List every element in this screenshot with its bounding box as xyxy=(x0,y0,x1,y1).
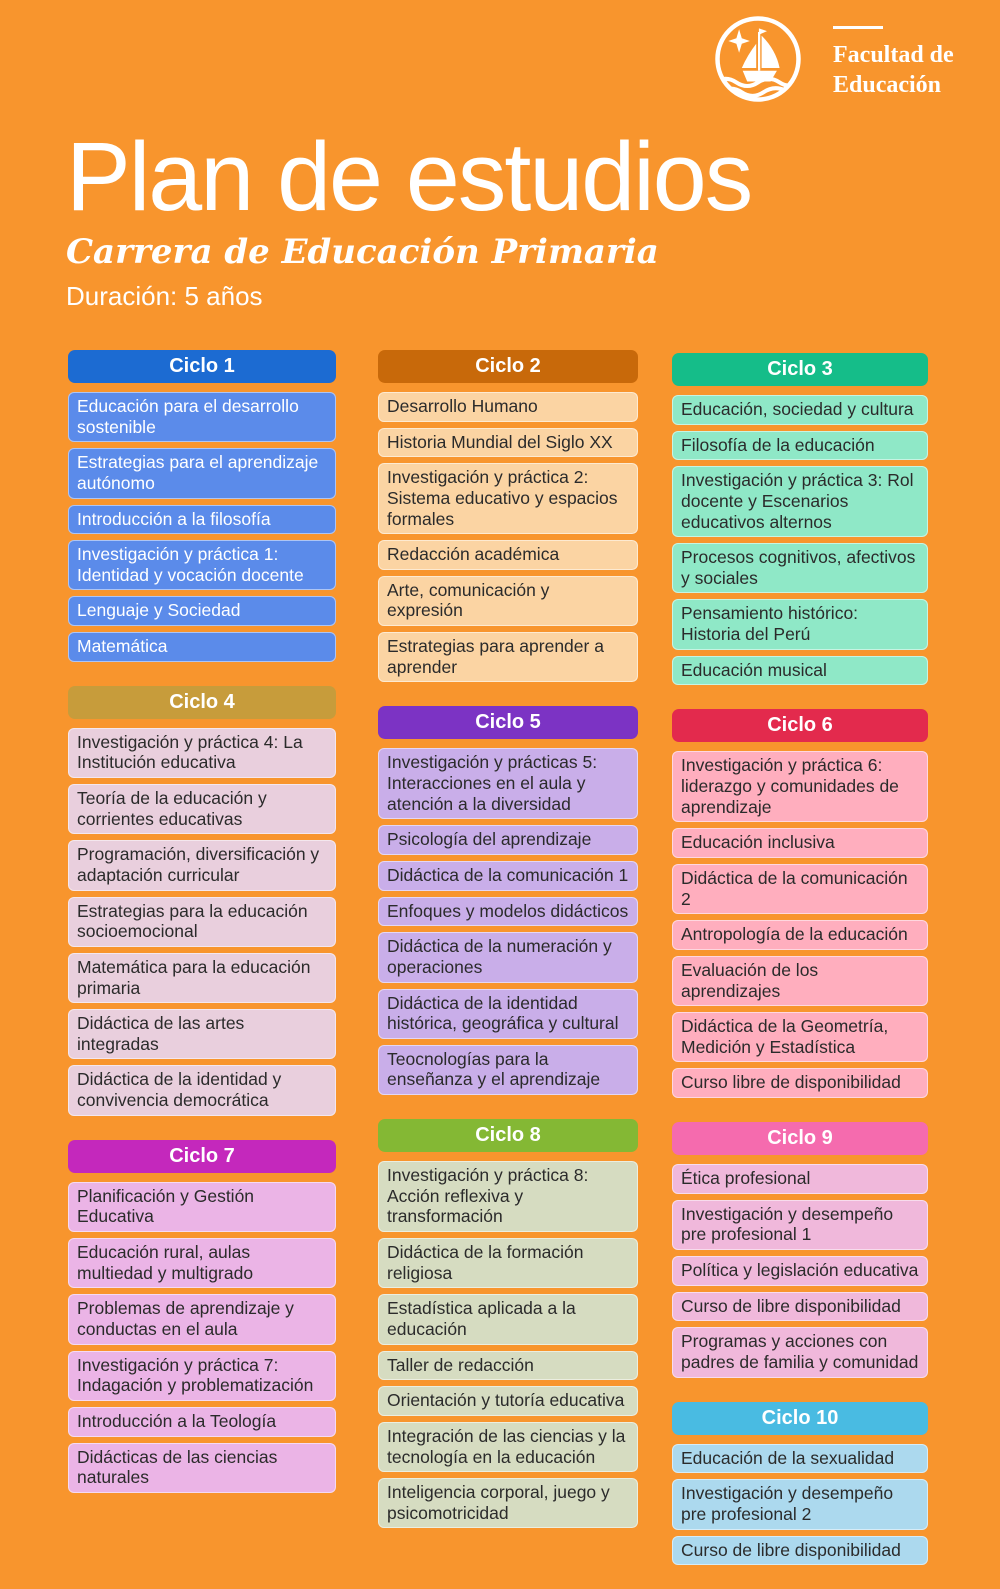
course-item: Investigación y práctica 4: La Institución educativa xyxy=(68,728,336,778)
cycle-header: Ciclo 10 xyxy=(672,1402,928,1435)
course-item: Procesos cognitivos, afectivos y sociales xyxy=(672,543,928,593)
course-item: Redacción académica xyxy=(378,540,638,570)
course-item: Didáctica de las artes integradas xyxy=(68,1009,336,1059)
course-item: Antropología de la educación xyxy=(672,920,928,950)
course-item: Programación, diversificación y adaptación curricular xyxy=(68,840,336,890)
course-item: Teoría de la educación y corrientes educativas xyxy=(68,784,336,834)
course-item: Curso de libre disponibilidad xyxy=(672,1536,928,1566)
course-item: Investigación y desempeño pre profesional 2 xyxy=(672,1479,928,1529)
cycle-ciclo-3 xyxy=(672,353,928,685)
cycle-ciclo-5 xyxy=(378,706,638,1095)
course-item: Investigación y práctica 3: Rol docente y Escenarios educativos alternos xyxy=(672,466,928,537)
course-item: Investigación y práctica 7: Indagación y problematización xyxy=(68,1351,336,1401)
course-item: Educación inclusiva xyxy=(672,828,928,858)
course-item: Matemática para la educación primaria xyxy=(68,953,336,1003)
course-item: Introducción a la Teología xyxy=(68,1407,336,1437)
cycle-header: Ciclo 8 xyxy=(378,1119,638,1152)
cycle-ciclo-1 xyxy=(68,350,336,662)
course-item: Investigación y práctica 2: Sistema educativo y espacios formales xyxy=(378,463,638,534)
course-item: Planificación y Gestión Educativa xyxy=(68,1182,336,1232)
course-item: Estrategias para aprender a aprender xyxy=(378,632,638,682)
cycle-ciclo-9 xyxy=(672,1122,928,1377)
course-item: Historia Mundial del Siglo XX xyxy=(378,428,638,458)
course-item: Programas y acciones con padres de familia y comunidad xyxy=(672,1327,928,1377)
cycle-header: Ciclo 7 xyxy=(68,1140,336,1173)
course-item: Curso de libre disponibilidad xyxy=(672,1292,928,1322)
course-item: Lenguaje y Sociedad xyxy=(68,596,336,626)
cycle-ciclo-10 xyxy=(672,1402,928,1566)
faculty-logo xyxy=(713,13,954,105)
cycle-header: Ciclo 4 xyxy=(68,686,336,719)
course-item: Teocnologías para la enseñanza y el aprendizaje xyxy=(378,1045,638,1095)
course-item: Desarrollo Humano xyxy=(378,392,638,422)
course-item: Investigación y práctica 6: liderazgo y comunidades de aprendizaje xyxy=(672,751,928,822)
course-item: Orientación y tutoría educativa xyxy=(378,1386,638,1416)
course-item: Didáctica de la formación religiosa xyxy=(378,1238,638,1288)
course-item: Investigación y desempeño pre profesional 1 xyxy=(672,1200,928,1250)
course-item: Investigación y prácticas 5: Interacciones en el aula y atención a la diversidad xyxy=(378,748,638,819)
column-1 xyxy=(68,350,336,1517)
course-item: Didáctica de la comunicación 2 xyxy=(672,864,928,914)
course-item: Inteligencia corporal, juego y psicomotricidad xyxy=(378,1478,638,1528)
course-item: Educación, sociedad y cultura xyxy=(672,395,928,425)
course-item: Investigación y práctica 1: Identidad y vocación docente xyxy=(68,540,336,590)
cycle-ciclo-7 xyxy=(68,1140,336,1493)
course-item: Educación rural, aulas multiedad y multigrado xyxy=(68,1238,336,1288)
course-item: Integración de las ciencias y la tecnología en la educación xyxy=(378,1422,638,1472)
column-2 xyxy=(378,350,638,1552)
course-item: Matemática xyxy=(68,632,336,662)
cycle-header: Ciclo 3 xyxy=(672,353,928,386)
page-title: Plan de estudios xyxy=(66,122,752,231)
course-item: Didáctica de la identidad y convivencia democrática xyxy=(68,1065,336,1115)
cycle-ciclo-6 xyxy=(672,709,928,1098)
course-item: Investigación y práctica 8: Acción reflexiva y transformación xyxy=(378,1161,638,1232)
course-item: Curso libre de disponibilidad xyxy=(672,1068,928,1098)
duration-label: Duración: 5 años xyxy=(66,281,263,312)
faculty-name-line1: Facultad de xyxy=(833,42,954,68)
course-item: Evaluación de los aprendizajes xyxy=(672,956,928,1006)
cycle-ciclo-4 xyxy=(68,686,336,1116)
course-item: Didáctica de la comunicación 1 xyxy=(378,861,638,891)
cycle-header: Ciclo 5 xyxy=(378,706,638,739)
cycle-ciclo-8 xyxy=(378,1119,638,1528)
course-item: Arte, comunicación y expresión xyxy=(378,576,638,626)
column-3 xyxy=(672,353,928,1589)
course-item: Enfoques y modelos didácticos xyxy=(378,897,638,927)
course-item: Didáctica de la identidad histórica, geográfica y cultural xyxy=(378,989,638,1039)
ship-star-logo-icon xyxy=(713,13,803,105)
course-item: Educación de la sexualidad xyxy=(672,1444,928,1474)
cycle-header: Ciclo 9 xyxy=(672,1122,928,1155)
course-item: Taller de redacción xyxy=(378,1351,638,1381)
course-item: Didácticas de las ciencias naturales xyxy=(68,1443,336,1493)
course-item: Estrategias para la educación socioemocional xyxy=(68,897,336,947)
course-item: Educación para el desarrollo sostenible xyxy=(68,392,336,442)
course-item: Didáctica de la Geometría, Medición y Estadística xyxy=(672,1012,928,1062)
cycle-header: Ciclo 1 xyxy=(68,350,336,383)
course-item: Problemas de aprendizaje y conductas en el aula xyxy=(68,1294,336,1344)
cycle-header: Ciclo 6 xyxy=(672,709,928,742)
course-item: Política y legislación educativa xyxy=(672,1256,928,1286)
cycle-header: Ciclo 2 xyxy=(378,350,638,383)
course-item: Estadística aplicada a la educación xyxy=(378,1294,638,1344)
course-item: Estrategias para el aprendizaje autónomo xyxy=(68,448,336,498)
course-item: Pensamiento histórico: Historia del Perú xyxy=(672,599,928,649)
course-item: Psicología del aprendizaje xyxy=(378,825,638,855)
cycle-ciclo-2 xyxy=(378,350,638,682)
logo-accent-line xyxy=(833,26,883,29)
course-item: Educación musical xyxy=(672,656,928,686)
career-subtitle: Carrera de Educación Primaria xyxy=(66,232,659,272)
hero-header xyxy=(66,122,946,312)
course-item: Didáctica de la numeración y operaciones xyxy=(378,932,638,982)
course-item: Filosofía de la educación xyxy=(672,431,928,461)
course-item: Introducción a la filosofía xyxy=(68,505,336,535)
course-item: Ética profesional xyxy=(672,1164,928,1194)
faculty-name-line2: Educación xyxy=(833,72,942,98)
